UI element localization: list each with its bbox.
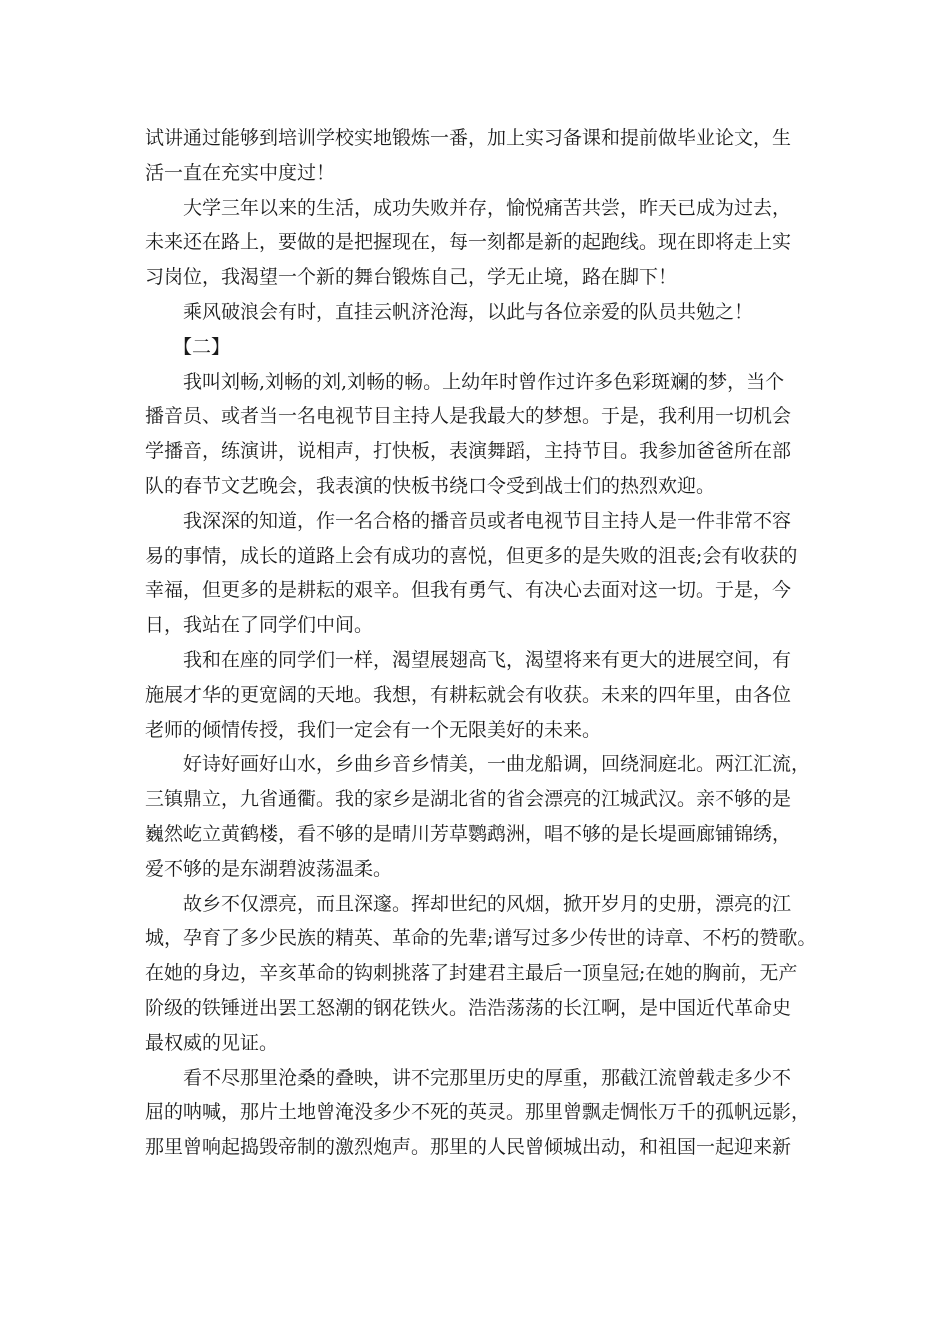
paragraph — [145, 887, 817, 1061]
paragraph — [145, 1061, 810, 1165]
paragraph — [145, 121, 810, 191]
paragraph — [145, 295, 810, 330]
text-line: 那里曾响起捣毁帝制的激烈炮声。那里的人民曾倾城出动，和祖国一起迎来新 — [145, 1136, 792, 1159]
document-body — [145, 121, 817, 1165]
text-line: 老师的倾情传授，我们一定会有一个无限美好的未来。 — [145, 718, 602, 741]
text-line: 看不尽那里沧桑的叠映，讲不完那里历史的厚重，那截江流曾载走多少不 — [183, 1066, 792, 1089]
text-line: 在她的身边，辛亥革命的钩刺挑落了封建君主最后一顶皇冠;在她的胸前，无产 — [145, 962, 798, 985]
text-line: 习岗位，我渴望一个新的舞台锻炼自己，学无止境，路在脚下！ — [145, 266, 678, 289]
text-line: 好诗好画好山水，乡曲乡音乡情美，一曲龙船调，回绕洞庭北。两江汇流， — [183, 753, 811, 776]
text-line: 队的春节文艺晚会，我表演的快板书绕口令受到战士们的热烈欢迎。 — [145, 474, 716, 497]
paragraph — [145, 504, 810, 643]
text-line: 屈的呐喊，那片土地曾淹没多少不死的英灵。那里曾飘走惆怅万千的孤帆远影， — [145, 1101, 811, 1124]
section-heading — [145, 330, 810, 365]
text-line: 乘风破浪会有时，直挂云帆济沧海，以此与各位亲爱的队员共勉之！ — [183, 300, 754, 323]
text-line: 未来还在路上，要做的是把握现在，每一刻都是新的起跑线。现在即将走上实 — [145, 231, 792, 254]
text-line: 播音员、或者当一名电视节目主持人是我最大的梦想。于是，我利用一切机会 — [145, 405, 792, 428]
text-line: 活一直在充实中度过！ — [145, 161, 336, 184]
text-line: 试讲通过能够到培训学校实地锻炼一番，加上实习备课和提前做毕业论文，生 — [145, 127, 792, 149]
paragraph — [145, 643, 810, 747]
text-line: 阶级的铁锤迸出罢工怒潮的钢花铁火。浩浩荡荡的长江啊，是中国近代革命史 — [145, 996, 792, 1019]
text-line: 城，孕育了多少民族的精英、革命的先辈;谱写过多少传世的诗章、不朽的赞歌。 — [145, 927, 817, 950]
text-line: 施展才华的更宽阔的天地。我想，有耕耘就会有收获。未来的四年里，由各位 — [145, 683, 792, 706]
paragraph — [145, 191, 810, 295]
text-line: 易的事情，成长的道路上会有成功的喜悦，但更多的是失败的沮丧;会有收获的 — [145, 544, 798, 567]
text-line: 我和在座的同学们一样，渴望展翅高飞，渴望将来有更大的进展空间，有 — [183, 648, 792, 671]
text-line: 幸福，但更多的是耕耘的艰辛。但我有勇气、有决心去面对这一切。于是，今 — [145, 579, 792, 602]
text-line: 大学三年以来的生活，成功失败并存，愉悦痛苦共尝，昨天已成为过去， — [183, 196, 792, 219]
text-line: 学播音，练演讲，说相声，打快板，表演舞蹈，主持节目。我参加爸爸所在部 — [145, 440, 792, 463]
text-line: 巍然屹立黄鹤楼，看不够的是晴川芳草鹦鹉洲，唱不够的是长堤画廊铺锦绣， — [145, 822, 792, 845]
text-line: 我深深的知道，作一名合格的播音员或者电视节目主持人是一件非常不容 — [183, 509, 792, 532]
text-line: 日，我站在了同学们中间。 — [145, 614, 374, 637]
text-line: 爱不够的是东湖碧波荡温柔。 — [145, 857, 393, 880]
text-line: 【二】 — [173, 335, 231, 358]
text-line: 我叫刘畅,刘畅的刘,刘畅的畅。上幼年时曾作过许多色彩斑斓的梦，当个 — [183, 370, 785, 393]
text-line: 最权威的见证。 — [145, 1031, 279, 1054]
text-line: 三镇鼎立，九省通衢。我的家乡是湖北省的省会漂亮的江城武汉。亲不够的是 — [145, 788, 792, 811]
text-line: 故乡不仅漂亮，而且深邃。挥却世纪的风烟，掀开岁月的史册，漂亮的江 — [183, 892, 792, 915]
paragraph — [145, 365, 810, 504]
paragraph — [145, 747, 810, 886]
